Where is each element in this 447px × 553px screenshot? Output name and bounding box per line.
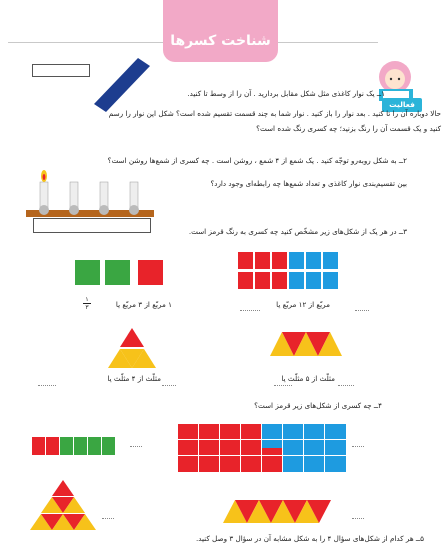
page-title: شناخت کسرها xyxy=(170,33,271,49)
answer-blank[interactable] xyxy=(352,518,364,519)
q1-line3: کنید و یک قسمت آن را رنگ بزنید؛ چه کسری رنگ شده است؟ xyxy=(256,124,441,133)
answer-blank[interactable] xyxy=(130,446,142,447)
q4-triangle-strip-9 xyxy=(222,498,338,526)
folded-strip-icon xyxy=(92,56,154,114)
green-square xyxy=(105,260,130,285)
q1-line2: حالا دوباره آن را تا کنید . بعد نوار را باز کنید . نوار شما به چند قسمت تقسیم شده است؟ شکل این نوار را رسم xyxy=(108,109,441,118)
q3-intro: ۳ــ در هر یک از شکل‌های زیر مشخّص کنید چه کسری به رنگ قرمز است. xyxy=(188,227,407,236)
grid-12-squares xyxy=(238,252,340,292)
q3-label-a: مربّع از ۱۲ مربّع یا xyxy=(276,300,330,309)
activity-badge: فعالیت xyxy=(382,98,422,112)
header-rule-left xyxy=(8,42,168,43)
answer-blank[interactable] xyxy=(355,310,369,311)
q2-line1: ۲ــ به شکل روبه‌رو توجّه کنید . یک شمع از ۴ شمع ، روشن است . چه کسری از شمع‌ها روشن است؟ xyxy=(107,156,407,165)
triangle-pyramid-4 xyxy=(106,326,158,370)
q4-intro: ۴ــ چه کسری از شکل‌های زیر قرمز است؟ xyxy=(254,401,382,410)
answer-blank[interactable] xyxy=(274,385,292,386)
answer-blank[interactable] xyxy=(102,518,114,519)
q1-line1: ۱ــ یک نوار کاغذی مثل شکل مقابل بردارید . آن را از وسط تا کنید. xyxy=(187,89,385,98)
fraction-one-third: ۱ ۳ xyxy=(83,296,91,311)
green-square xyxy=(75,260,100,285)
title-tab xyxy=(163,0,278,62)
q2-line2: بین تقسیم‌بندی نوار کاغذی و تعداد شمع‌ها چه رابطه‌ای وجود دارد؟ xyxy=(210,179,407,188)
q4-grid xyxy=(178,424,346,472)
answer-blank[interactable] xyxy=(240,310,260,311)
answer-blank[interactable] xyxy=(162,385,176,386)
paper-strip xyxy=(32,64,90,77)
answer-blank[interactable] xyxy=(38,385,56,386)
answer-blank[interactable] xyxy=(338,385,354,386)
answer-box[interactable] xyxy=(33,218,151,233)
header-rule-right xyxy=(278,42,378,43)
red-square xyxy=(138,260,163,285)
q5-text: ۵ــ هر کدام از شکل‌های سؤال ۴ را به شکل مشابه آن در سؤال ۳ وصل کنید. xyxy=(195,534,424,543)
q4-strip-6 xyxy=(32,437,116,455)
q4-triangle-pyramid-9 xyxy=(28,478,98,534)
q3-label-d: مثلّث از ۴ مثلّث یا xyxy=(107,374,161,383)
q3-label-b: ۱ مربّع از ۳ مربّع یا xyxy=(115,300,172,309)
q3-label-c: مثلّث از ۵ مثلّث یا xyxy=(281,374,335,383)
answer-blank[interactable] xyxy=(352,446,364,447)
triangle-strip-5 xyxy=(268,330,344,360)
